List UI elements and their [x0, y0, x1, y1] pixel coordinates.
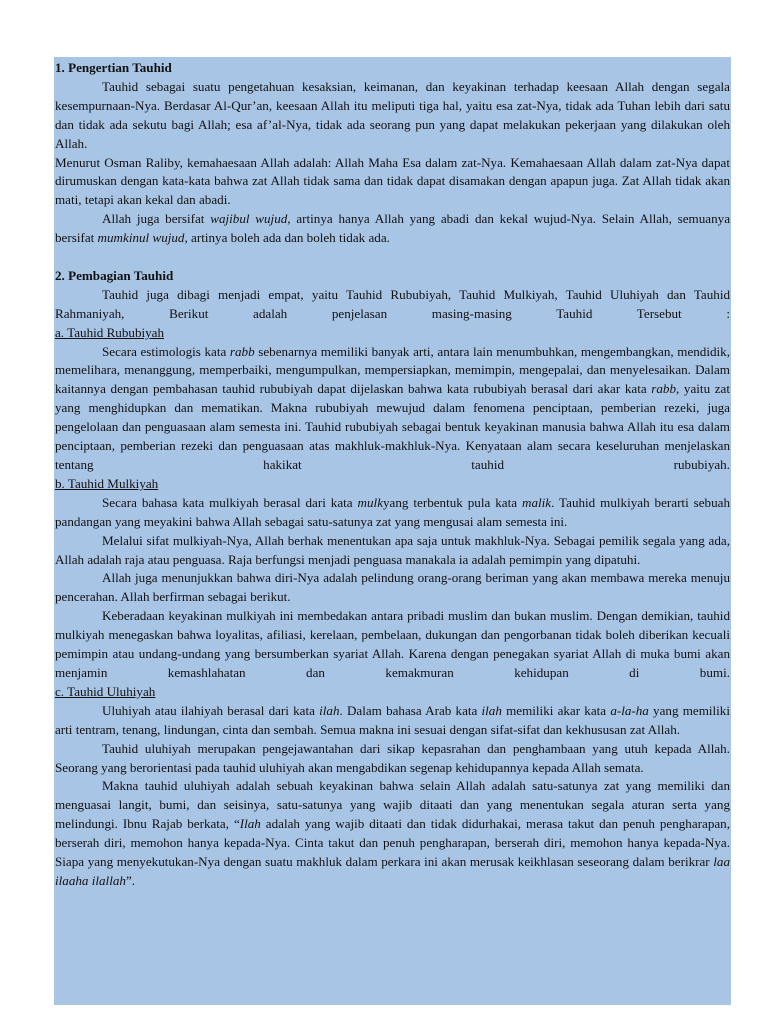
uluhiyah-paragraph: Uluhiyah atau ilahiyah berasal dari kata ilah. Dalam bahasa Arab kata ilah memiliki akar kata a-la-ha yang memiliki arti tentram, tenang, lindungan, cinta dan sembah. Semua makna ini sesuai dengan sifat-sifat dan kekhususan zat Allah.	[55, 702, 730, 737]
uluhiyah-paragraph: Tauhid uluhiyah merupakan pengejawantahan dari sikap kepasrahan dan penghambaan yang utuh kepada Allah. Seorang yang berorientasi pada tauhid uluhiyah akan mengabdikan segenap kehidupannya kepada Allah semata.	[55, 740, 730, 775]
section-2-intro: Tauhid juga dibagi menjadi empat, yaitu Tauhid Rububiyah, Tauhid Mulkiyah, Tauhid Uluhiyah dan Tauhid Rahmaniyah, Berikut adalah penjelasan masing-masing Tauhid Tersebut :	[55, 286, 730, 321]
uluhiyah-paragraph: Makna tauhid uluhiyah adalah sebuah keyakinan bahwa selain Allah adalah satu-satunya zat yang memiliki dan menguasai langit, bumi, dan seisinya, satu-satunya yang wajib ditaati dan yang menentukan segala aturan serta yang melindungi. Ibnu Rajab berkata, “Ilah adalah yang wajib ditaati dan tidak didurhakai, merasa takut dan penuh pengharapan, berserah diri, memohon hanya kepada-Nya. Cinta takut dan penuh pengharapan, berserah diri, memohon hanya kepada-Nya. Siapa yang menyekutukan-Nya dengan suatu makhluk dalam perkara ini akan merusak keikhlasan seseorang dalam berikrar laa ilaaha ilallah”.	[55, 778, 731, 888]
rububiyah-paragraph: Secara estimologis kata rabb sebenarnya memiliki banyak arti, antara lain menumbuhkan, mengembangkan, mendidik, memelihara, menanggung, memperbaiki, mengumpulkan, mempersiapkan, memimpin, mengepalai, dan menyelesaikan. Dalam kaitannya dengan pembahasan tauhid rububiyah dapat dijelaskan bahwa kata rububiyah berasal dari akar kata rabb, yaitu zat yang menghidupkan dan mematikan. Makna rububiyah mewujud dalam fenomena penciptaan, pemberian rezeki, juga pengelolaan dan penguasaan alam semesta ini. Tauhid rububiyah sebagai bentuk keyakinan manusia bahwa Allah itu esa dalam penciptaan, pemberian rezeki dan penguasaan atas makhluk-makhluk-Nya. Kenyataan alam secara keseluruhan menjelaskan tentang hakikat tauhid rububiyah.	[55, 343, 730, 473]
document-page	[54, 57, 731, 1005]
subheading-uluhiyah: c. Tauhid Uluhiyah	[55, 683, 156, 699]
mulkiyah-paragraph: Keberadaan keyakinan mulkiyah ini membedakan antara pribadi muslim dan bukan muslim. Dengan demikian, tauhid mulkiyah menegaskan bahwa loyalitas, afiliasi, kerelaan, pembelaan, dukungan dan pengorbanan tidak boleh diberikan kecuali pemimpin atau undang-undang yang bersumberkan syariat Allah. Karena dengan penegakan syariat Allah di muka bumi akan menjamin kemashlahatan dan kemakmuran kehidupan di bumi.	[55, 608, 730, 680]
section-2-heading: 2. Pembagian Tauhid	[55, 267, 174, 283]
mulkiyah-paragraph: Allah juga menunjukkan bahwa diri-Nya adalah pelindung orang-orang beriman yang akan membawa mereka menuju pencerahan. Allah berfirman sebagai berikut.	[55, 570, 730, 605]
mulkiyah-paragraph: Melalui sifat mulkiyah-Nya, Allah berhak menentukan apa saja untuk makhluk-Nya. Sebagai pemilik segala yang ada, Allah adalah raja atau penguasa. Raja berfungsi menjadi penguasa manakala ia adalah pemimpin yang dipatuhi.	[55, 532, 730, 567]
subheading-mulkiyah: b. Tauhid Mulkiyah	[55, 475, 159, 491]
section-1-heading: 1. Pengertian Tauhid	[55, 60, 172, 75]
section-1-paragraph: Allah juga bersifat wajibul wujud, artinya hanya Allah yang abadi dan kekal wujud-Nya. Selain Allah, semuanya bersifat mumkinul wujud, artinya boleh ada dan boleh tidak ada.	[55, 211, 731, 246]
section-1-paragraph: Menurut Osman Raliby, kemahaesaan Allah adalah: Allah Maha Esa dalam zat-Nya. Kemahaesaan Allah dalam zat-Nya dapat dirumuskan dengan kata-kata bahwa zat Allah tidak sama dan tidak dapat disamakan dengan apapun juga. Zat Allah tidak akan mati, tetapi akan kekal dan abadi.	[55, 154, 730, 208]
blank-line	[55, 248, 730, 267]
subheading-rububiyah: a. Tauhid Rububiyah	[55, 324, 165, 340]
section-1-paragraph: Tauhid sebagai suatu pengetahuan kesaksian, keimanan, dan keyakinan terhadap keesaan Allah dengan segala kesempurnaan-Nya. Berdasar Al-Qur’an, keesaan Allah itu meliputi tiga hal, yaitu esa zat-Nya, tidak ada Tuhan lebih dari satu dan tidak ada sekutu bagi Allah; esa af’al-Nya, tidak ada seorang pun yang dapat melakukan pekerjaan yang dilakukan oleh Allah.	[55, 78, 730, 151]
mulkiyah-paragraph: Secara bahasa kata mulkiyah berasal dari kata mulkyang terbentuk pula kata malik. Tauhid mulkiyah berarti sebuah pandangan yang meyakini bahwa Allah sebagai satu-satunya zat yang mengusai alam semesta ini.	[55, 494, 730, 529]
